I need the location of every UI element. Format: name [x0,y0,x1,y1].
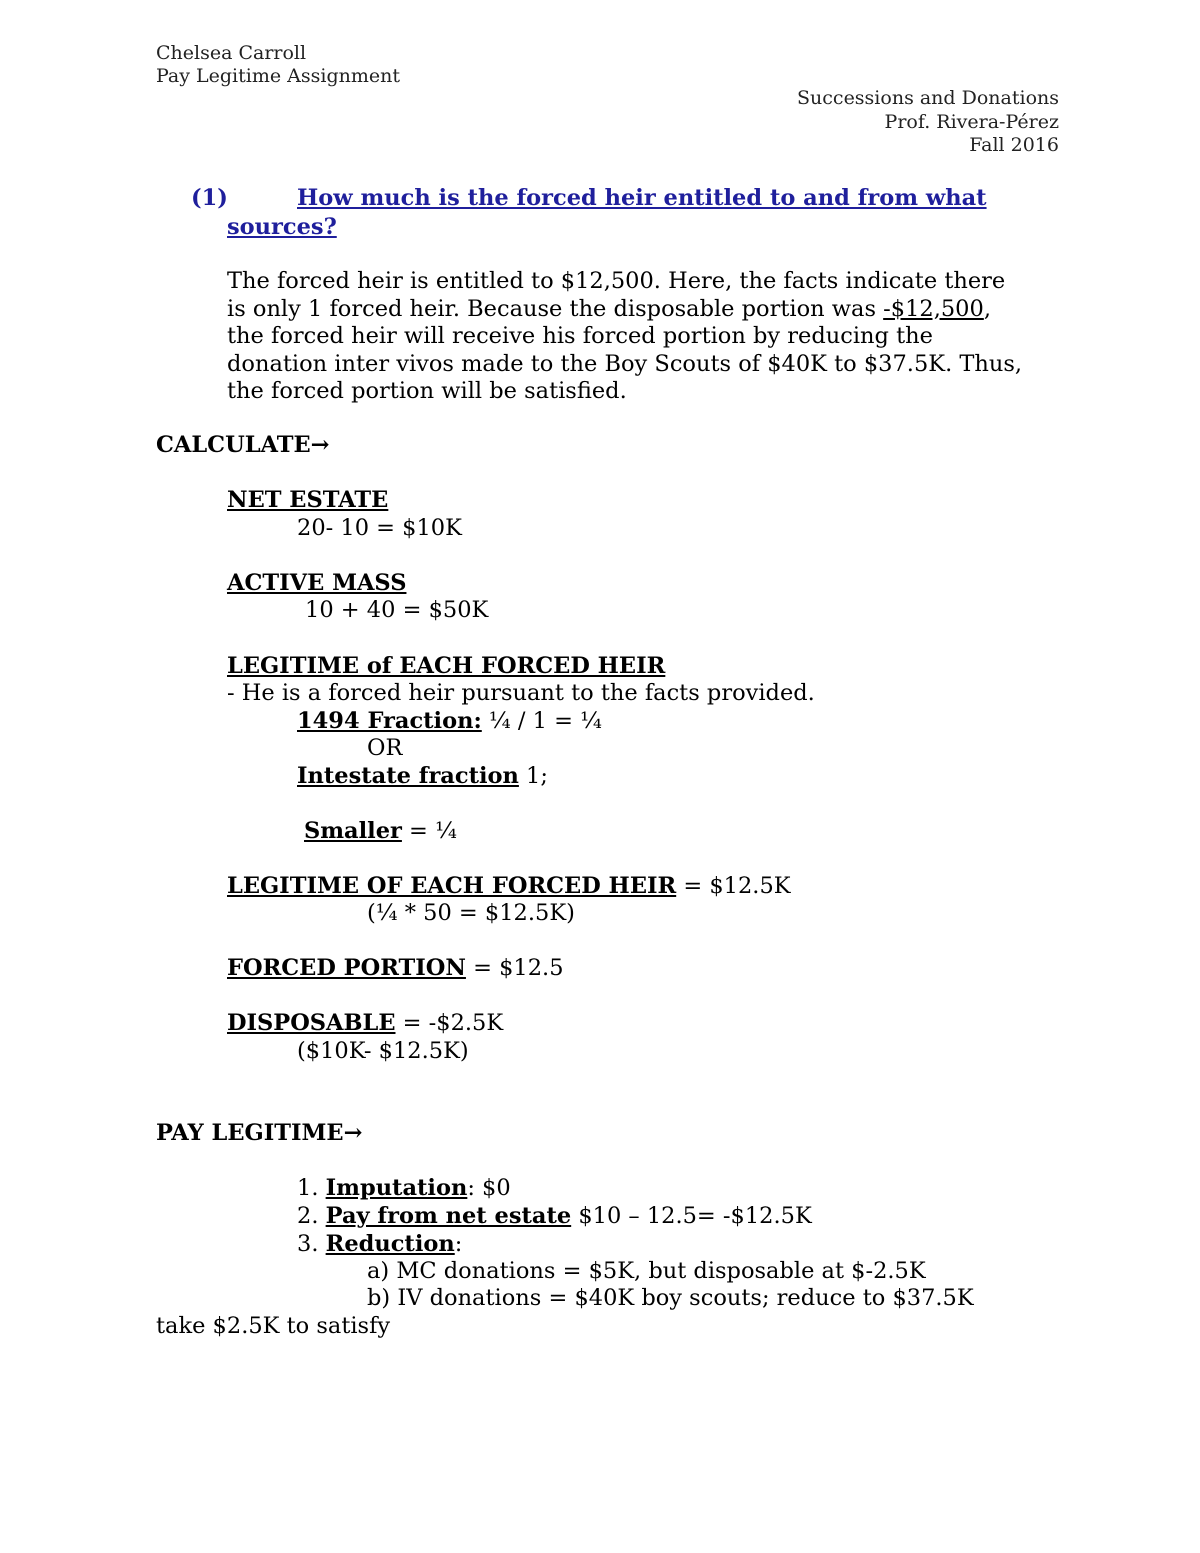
answer-line: the forced portion will be satisfied. [227,378,627,404]
pay-legitime-heading: PAY LEGITIME→ [156,1120,363,1146]
disposable-calc: ($10K- $12.5K) [297,1038,469,1064]
answer-line: donation inter vivos made to the Boy Scouts of $40K to $37.5K. Thus, [227,350,1023,377]
sub-item-b: b) IV donations = $40K boy scouts; reduce to $37.5K [367,1285,974,1311]
professor-name: Prof. Rivera-Pérez [884,111,1059,133]
course-name: Successions and Donations [797,87,1059,109]
active-mass-label: ACTIVE MASS [227,570,407,596]
list-item: 3. Reduction: [297,1231,463,1257]
legitime-note: - He is a forced heir pursuant to the facts provided. [227,680,815,706]
question-line-1: How much is the forced heir entitled to and from what [297,185,987,211]
smaller-line [304,818,457,845]
smaller-value: = ¼ [401,818,457,844]
question-line-2: sources? [227,214,337,240]
sub-item-a: a) MC donations = $5K, but disposable at $-2.5K [367,1258,926,1284]
disposable-line [227,1010,503,1037]
intestate-label: Intestate fraction [297,763,519,789]
legitime-heading: LEGITIME of EACH FORCED HEIR [227,653,666,679]
answer-line: is only 1 forced heir. Because the disposable portion was -$12,500, [227,295,991,322]
reduction-label: Reduction [325,1231,455,1257]
net-estate-label: NET ESTATE [227,487,389,513]
arrow-right-icon: → [343,1120,363,1146]
calculate-heading: CALCULATE→ [156,432,330,458]
forced-portion-line [227,955,564,982]
intestate-value: 1; [518,763,548,789]
author-name: Chelsea Carroll [156,42,307,64]
disposable-amount: -$12,500 [883,295,984,322]
net-estate-calc: 20- 10 = $10K [297,515,462,541]
fraction-label: 1494 Fraction: [297,708,482,734]
legitime-each-calc: (¼ * 50 = $12.5K) [367,900,575,926]
smaller-label: Smaller [304,818,402,844]
legitime-each-value: = $12.5K [676,873,791,899]
forced-portion-value: = $12.5 [465,955,564,981]
assignment-title: Pay Legitime Assignment [156,65,400,87]
active-mass-calc: 10 + 40 = $50K [305,597,489,623]
answer-line: the forced heir will receive his forced portion by reducing the [227,323,933,349]
legitime-each-line [227,873,791,900]
list-item: 2. Pay from net estate $10 – 12.5= -$12.5K [297,1203,812,1229]
fraction-value: ¼ / 1 = ¼ [481,708,602,734]
or-text: OR [367,735,403,761]
tail-text: take $2.5K to satisfy [156,1313,391,1339]
term: Fall 2016 [969,134,1059,156]
disposable-value: = -$2.5K [395,1010,504,1036]
list-item: 1. Imputation: $0 [297,1175,511,1201]
pay-net-estate-label: Pay from net estate [325,1203,572,1229]
imputation-label: Imputation [325,1175,468,1201]
arrow-right-icon: → [310,432,330,458]
legitime-each-label: LEGITIME OF EACH FORCED HEIR [227,873,677,899]
question-number: (1) [191,185,228,211]
answer-paragraph [227,268,1072,406]
intestate-line [297,763,548,790]
answer-line: The forced heir is entitled to $12,500. Here, the facts indicate there [227,268,1006,294]
forced-portion-label: FORCED PORTION [227,955,466,981]
disposable-label: DISPOSABLE [227,1010,396,1036]
fraction-line [297,708,602,735]
